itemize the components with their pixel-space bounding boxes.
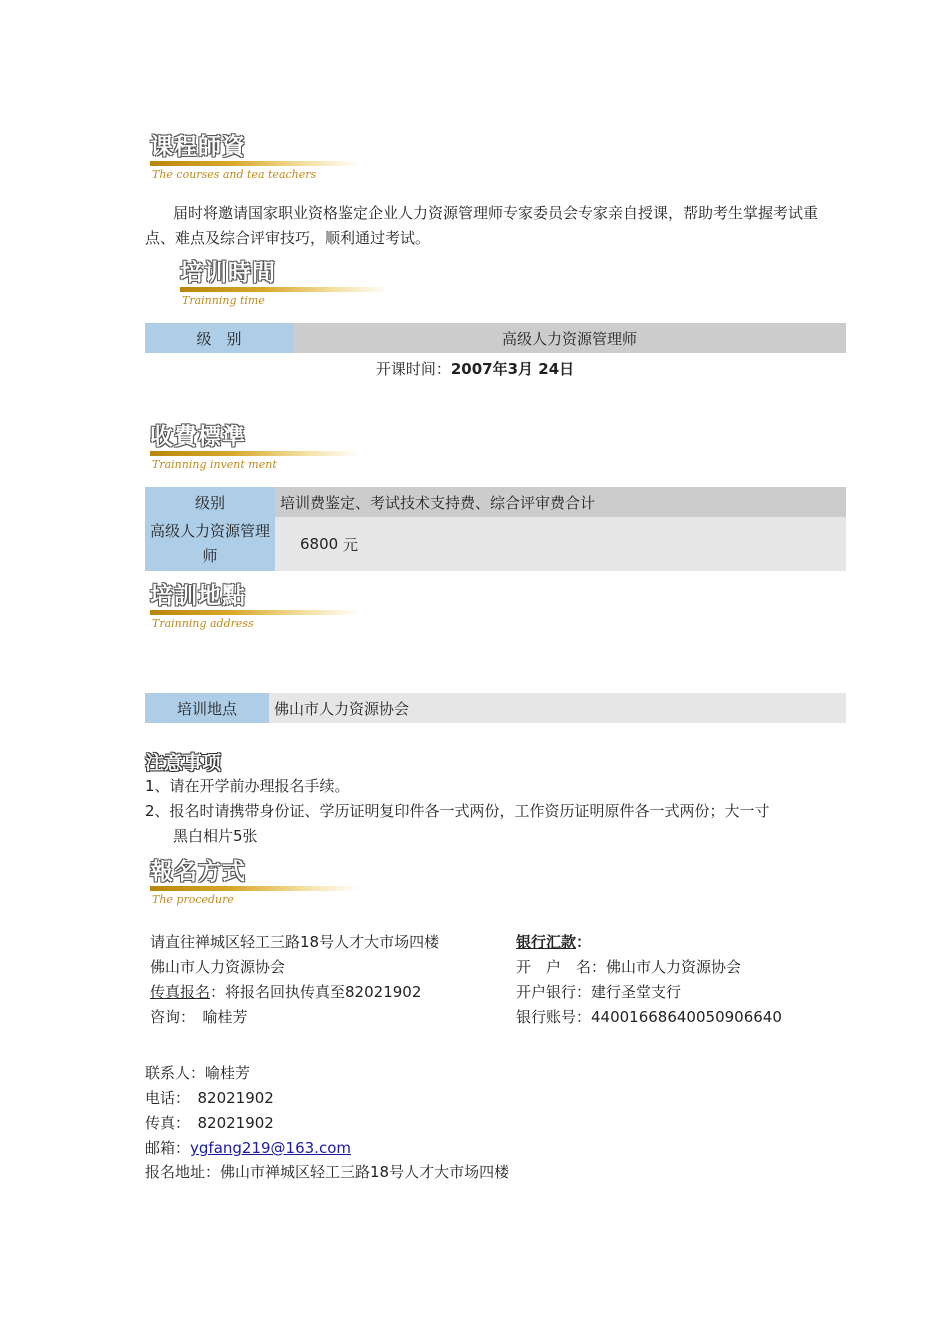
section-heading-fee — [150, 418, 390, 474]
fax-text: ：将报名回执传真至82021902 — [210, 983, 422, 1001]
heading-underline — [180, 287, 390, 292]
section-heading-title: 培訓地點 — [150, 577, 246, 610]
fee-header-left-cell — [145, 487, 275, 517]
section-heading-title: 報名方式 — [150, 853, 246, 886]
notice-item: 1、请在开学前办理报名手续。 — [145, 777, 350, 795]
fee-row-left-cell — [145, 517, 275, 571]
address-label-cell — [145, 693, 269, 723]
section-heading-subtitle: Trainning address — [152, 617, 254, 630]
notice-item: 2、报名时请携带身份证、学历证明复印件各一式两份，工作资历证明原件各一式两份；大一寸 — [145, 802, 770, 820]
section-heading-subtitle: The procedure — [152, 893, 234, 906]
courses-text: 届时将邀请国家职业资格鉴定企业人力资源管理师专家委员会专家亲自授课，帮助考生掌握考试重点、难点及综合评审技巧，顺利通过考试。 — [145, 204, 819, 247]
bank-name: 开户银行：建行圣堂支行 — [516, 983, 682, 1001]
fee-row-right-cell — [275, 517, 846, 571]
bank-account-number: 银行账号：44001668640050906640 — [516, 1008, 782, 1026]
address-table-row — [145, 693, 846, 723]
fee-amount: 6800 — [300, 535, 339, 553]
contact-phone: 电话： 82021902 — [145, 1089, 274, 1107]
fee-unit: 元 — [342, 535, 358, 554]
time-table-label: 级 别 — [196, 329, 242, 348]
time-table-row — [145, 323, 846, 353]
section-heading-title: 培训時間 — [180, 254, 276, 287]
start-time — [0, 358, 950, 379]
contact-fax: 传真： 82021902 — [145, 1114, 274, 1132]
section-heading-address — [150, 577, 390, 633]
section-heading-subtitle: Trainning invent ment — [152, 458, 277, 471]
contact-address: 报名地址：佛山市禅城区轻工三路18号人才大市场四楼 — [145, 1163, 510, 1181]
email-label: 邮箱： — [145, 1139, 191, 1157]
procedure-line: 佛山市人力资源协会 — [150, 958, 286, 976]
fee-header-right: 培训费鉴定、考试技术支持费、综合评审费合计 — [280, 493, 596, 512]
notice-title: 注意事项 — [145, 752, 222, 774]
heading-underline — [150, 886, 360, 891]
time-table-value-cell — [293, 323, 846, 353]
fee-table-row — [145, 517, 846, 571]
fee-table-header — [145, 487, 846, 517]
courses-paragraph — [145, 201, 847, 251]
bank-title-text: 银行汇款 — [516, 933, 577, 951]
section-heading-title: 课程師資 — [150, 128, 246, 161]
address-value: 佛山市人力资源协会 — [274, 699, 410, 718]
start-time-label: 开课时间： — [375, 360, 451, 378]
bank-account-name: 开 户 名：佛山市人力资源协会 — [516, 958, 742, 976]
time-table-label-cell — [145, 323, 293, 353]
bank-title-colon: ： — [576, 933, 592, 951]
email-link[interactable]: ygfang219@163.com — [190, 1139, 351, 1157]
section-heading-subtitle: Trainning time — [182, 294, 265, 307]
contact-email — [145, 1137, 351, 1158]
address-value-cell — [269, 693, 846, 723]
heading-underline — [150, 451, 360, 456]
fee-header-left: 级别 — [194, 493, 225, 512]
section-heading-subtitle: The courses and tea teachers — [152, 168, 317, 181]
section-heading-time — [180, 254, 420, 310]
contact-person: 联系人：喻桂芳 — [145, 1064, 251, 1082]
notice-item: 黑白相片5张 — [173, 827, 258, 845]
heading-underline — [150, 610, 360, 615]
procedure-consult: 咨询： 喻桂芳 — [150, 1008, 248, 1026]
bank-title — [516, 931, 591, 952]
procedure-line: 请直往禅城区轻工三路18号人才大市场四楼 — [150, 933, 440, 951]
section-heading-courses — [150, 128, 390, 184]
section-heading-title: 收費標準 — [150, 418, 246, 451]
fee-header-right-cell — [275, 487, 846, 517]
heading-underline — [150, 161, 360, 166]
section-heading-procedure — [150, 853, 390, 909]
procedure-fax — [150, 981, 421, 1002]
start-time-value: 2007年3月 24日 — [450, 360, 575, 378]
address-label: 培训地点 — [176, 699, 237, 718]
time-table-value: 高级人力资源管理师 — [501, 329, 637, 348]
fax-label: 传真报名 — [150, 983, 211, 1001]
fee-row-left: 高级人力资源管理师 — [149, 522, 270, 565]
